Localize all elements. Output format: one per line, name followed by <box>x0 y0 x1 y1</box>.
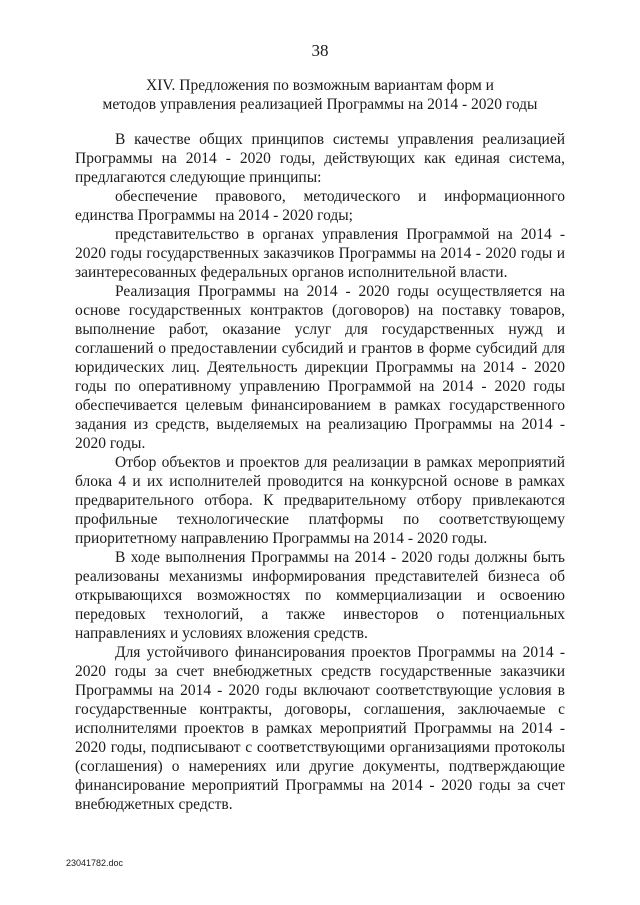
body-text <box>75 130 565 814</box>
page-number: 38 <box>311 41 329 60</box>
section-title <box>80 76 560 114</box>
footer-document-name: 23041782.doc <box>66 858 124 868</box>
paragraph: В ходе выполнения Программы на 2014 - 2020 годы должны быть реализованы механизмы информирования представителей бизнеса об открывающихся возможностях по коммерциализации и освоению передовых технологий, а также инвесторов о потенциальных направлениях и условиях вложения средств. <box>75 549 565 642</box>
paragraph: представительство в органах управления Программой на 2014 - 2020 годы государственных заказчиков Программы на 2014 - 2020 годы и заинтересованных федеральных органов исполнительной власти. <box>75 226 565 281</box>
paragraph: обеспечение правового, методического и информационного единства Программы на 2014 - 2020 годы; <box>75 188 565 224</box>
paragraph: Для устойчивого финансирования проектов Программы на 2014 - 2020 годы за счет внебюджетных средств государственные заказчики Программы на 2014 - 2020 годы включают соответствующие условия в государственные контракты, договоры, соглашения, заключаемые с исполнителями проектов в рамках мероприятий Программы на 2014 - 2020 годы, подписывают с соответствующими организациями протоколы (соглашения) о намерениях или другие документы, подтверждающие финансирование мероприятий Программы на 2014 - 2020 годы за счет внебюджетных средств. <box>75 644 565 813</box>
paragraph: Реализация Программы на 2014 - 2020 годы осуществляется на основе государственных контрактов (договоров) на поставку товаров, выполнение работ, оказание услуг для государственных нужд и соглашений о предоставлении субсидий и грантов в форме субсидий для юридических лиц. Деятельность дирекции Программы на 2014 - 2020 годы по оперативному управлению Программой на 2014 - 2020 годы обеспечивается целевым финансированием в рамках государственного задания из средств, выделяемых на реализацию Программы на 2014 - 2020 годы. <box>75 283 565 452</box>
section-title-line-1: XIV. Предложения по возможным вариантам форм и <box>146 77 494 94</box>
paragraph: Отбор объектов и проектов для реализации в рамках мероприятий блока 4 и их исполнителей проводится на конкурсной основе в рамках предварительного отбора. К предварительному отбору привлекаются профильные технологические платформы по соответствующему приоритетному направлению Программы на 2014 - 2020 годы. <box>75 454 565 547</box>
section-title-line-2: методов управления реализацией Программы на 2014 - 2020 годы <box>102 96 538 113</box>
paragraph: В качестве общих принципов системы управления реализацией Программы на 2014 - 2020 годы, действующих как единая система, предлагаются следующие принципы: <box>75 131 565 186</box>
